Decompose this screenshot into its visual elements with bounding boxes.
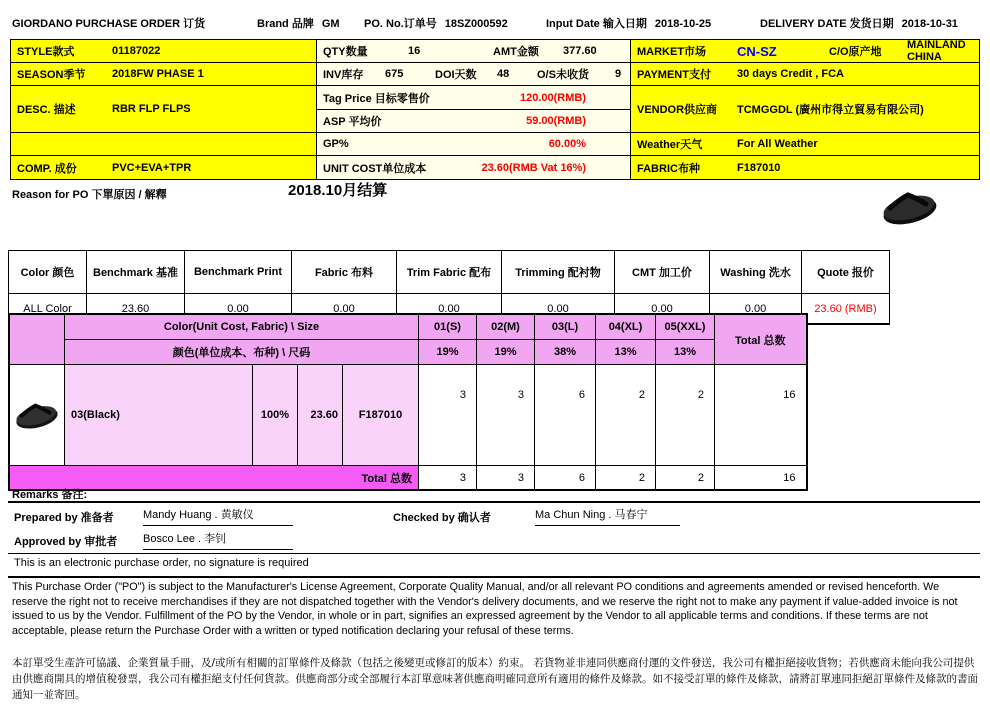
payment-row (631, 63, 979, 86)
doi-value: 48 (497, 68, 510, 80)
header-info-band (10, 39, 980, 180)
po-number-value: 18SZ000592 (444, 18, 508, 30)
input-date-field (546, 15, 711, 31)
benchmark-header-washing: Washing 洗水 (710, 251, 802, 294)
amt-label: AMT金额 (493, 46, 539, 58)
fabric-label: FABRIC布种 (637, 162, 700, 175)
benchmark-header-row (9, 251, 890, 294)
size-header-total: Total 总数 (715, 314, 807, 365)
qty-xl-cell: 2 (596, 365, 656, 466)
size-header-s: 01(S) (419, 314, 477, 340)
qty-row-total-cell: 16 (715, 365, 807, 466)
size-breakdown-table (8, 313, 808, 491)
size-ratio-s: 19% (419, 340, 477, 365)
size-header-color-size-zh: 颜色(单位成本、布种) \ 尺码 (65, 340, 419, 365)
asp-value: 59.00(RMB) (526, 115, 586, 127)
fabric-row (631, 156, 979, 179)
unit-cost-label: UNIT COST单位成本 (323, 162, 427, 175)
country-origin-label: C/O原产地 (829, 46, 882, 58)
benchmark-cell-color: ALL Color (9, 294, 87, 325)
qty-l-cell: 6 (535, 365, 596, 466)
unit-cost-value: 23.60(RMB Vat 16%) (481, 161, 586, 174)
flipflop-image (878, 182, 942, 232)
checked-by-value: Ma Chun Ning . 马春宁 (535, 506, 680, 526)
tag-price-label: Tag Price 目标零售价 (323, 92, 430, 105)
qty-xxl-cell: 2 (656, 365, 715, 466)
divider-under-remarks (8, 501, 980, 503)
inv-label: INV库存 (323, 69, 364, 81)
gp-label: GP% (323, 138, 349, 150)
os-label: O/S未收货 (537, 69, 589, 81)
color-fabric-cell: F187010 (343, 365, 419, 466)
brand-value: GM (321, 18, 340, 30)
divider-above-note (8, 553, 980, 554)
tag-price-value: 120.00(RMB) (519, 91, 586, 104)
benchmark-cell-trim-fabric: 0.00 (397, 294, 502, 325)
total-xxl-cell: 2 (656, 466, 715, 491)
qty-amt-row (317, 40, 630, 63)
qty-m-cell: 3 (477, 365, 535, 466)
benchmark-cell-print: 0.00 (185, 294, 292, 325)
os-value: 9 (615, 68, 622, 80)
composition-value: PVC+EVA+TPR (112, 161, 192, 174)
benchmark-cell-washing: 0.00 (710, 294, 802, 325)
doi-label: DOI天数 (435, 69, 477, 81)
benchmark-cell-quote: 23.60 (RMB) (802, 294, 890, 325)
benchmark-header-print: Benchmark Print (185, 251, 292, 294)
inv-value: 675 (385, 68, 404, 80)
payment-label: PAYMENT支付 (637, 69, 711, 81)
po-number-field (364, 15, 508, 31)
composition-row (11, 156, 316, 179)
benchmark-cell-cmt: 0.00 (615, 294, 710, 325)
country-origin-value: MAINLAND CHINA (907, 40, 966, 63)
terms-english: This Purchase Order ("PO") is subject to the Manufacturer's License Agreement, Corporate Quality Manual, and/or all relevant PO conditions and agreements amended or revised henceforth. We reserve the right not to receive merchandises if they are not dispatched together with the Vendor's delivery documents, and we reserve the right not to make any payment if value-added invoice is not issued to us by the Vendor. Fulfillment of the PO by the Vendor, in whole or in part, signifies an expressed agreement by the Vendor to all applicable terms and conditions. If these terms are not acceptable, please return the Purchase Order with a written or typed notification declaring your refusal of these terms. (12, 581, 958, 638)
amt-value: 377.60 (563, 45, 597, 57)
prepared-by-value: Mandy Huang . 黄敏仪 (143, 506, 293, 526)
size-header-row-1 (9, 314, 807, 340)
size-total-row (9, 466, 807, 491)
benchmark-header-cmt: CMT 加工价 (615, 251, 710, 294)
market-value: CN-SZ (737, 43, 777, 59)
benchmark-header-color: Color 颜色 (9, 251, 87, 294)
total-l-cell: 6 (535, 466, 596, 491)
delivery-date-label: DELIVERY DATE 发货日期 (760, 18, 894, 30)
market-label: MARKET市场 (637, 46, 707, 58)
size-ratio-m: 19% (477, 340, 535, 365)
benchmark-header-trim-fabric: Trim Fabric 配布 (397, 251, 502, 294)
vendor-label: VENDOR供应商 (637, 104, 718, 116)
market-row (631, 40, 979, 63)
description-label: DESC. 描述 (17, 104, 76, 116)
style-label: STYLE款式 (17, 46, 75, 58)
gp-value: 60.00% (548, 138, 586, 150)
divider-above-terms (8, 576, 980, 578)
po-number-label: PO. No.订单号 (364, 18, 437, 30)
empty-yellow-row (11, 133, 316, 156)
flipflop-thumbnail-image (12, 393, 62, 437)
vendor-value: TCMGGDL (廣州市得立貿易有限公司) (737, 104, 924, 116)
total-m-cell: 3 (477, 466, 535, 491)
qty-s-cell: 3 (419, 365, 477, 466)
size-header-image-cell (9, 314, 65, 365)
total-s-cell: 3 (419, 466, 477, 491)
color-unit-cost-cell: 23.60 (298, 365, 343, 466)
reason-for-po-label: Reason for PO 下單原因 / 解釋 (12, 189, 167, 201)
checked-by-label: Checked by 确认者 (393, 512, 491, 524)
color-name-cell: 03(Black) (65, 365, 253, 466)
gp-row (317, 133, 630, 156)
style-row (11, 40, 316, 63)
fabric-value: F187010 (737, 161, 781, 174)
size-header-xl: 04(XL) (596, 314, 656, 340)
qty-value: 16 (408, 45, 421, 57)
size-header-row-2 (9, 340, 807, 365)
size-data-row (9, 365, 807, 466)
asp-label: ASP 平均价 (323, 116, 382, 128)
payment-value: 30 days Credit , FCA (737, 68, 844, 80)
input-date-value: 2018-10-25 (654, 18, 712, 30)
document-title-text: GIORDANO PURCHASE ORDER 订货 (12, 18, 206, 30)
inventory-row (317, 63, 630, 86)
size-header-color-size-en: Color(Unit Cost, Fabric) \ Size (65, 314, 419, 340)
benchmark-cell-benchmark: 23.60 (87, 294, 185, 325)
benchmark-cell-fabric: 0.00 (292, 294, 397, 325)
info-right-column (631, 40, 979, 179)
approved-by-label: Approved by 审批者 (14, 536, 118, 548)
reason-for-po-value: 2018.10月结算 (288, 182, 388, 199)
season-value: 2018FW PHASE 1 (112, 68, 204, 80)
benchmark-header-fabric: Fabric 布料 (292, 251, 397, 294)
product-photo-flipflop (878, 182, 942, 232)
input-date-label: Input Date 输入日期 (546, 18, 647, 30)
brand-label: Brand 品牌 (257, 18, 314, 30)
brand-field (257, 15, 340, 31)
qty-label: QTY数量 (323, 46, 368, 58)
unit-cost-row (317, 156, 630, 179)
tag-price-row (317, 86, 630, 110)
composition-label: COMP. 成份 (17, 162, 77, 175)
total-xl-cell: 2 (596, 466, 656, 491)
vendor-row (631, 86, 979, 133)
weather-label: Weather天气 (637, 139, 703, 151)
color-photo-cell (9, 365, 65, 466)
size-ratio-l: 38% (535, 340, 596, 365)
delivery-date-field (760, 15, 958, 31)
total-row-label: Total 总数 (9, 466, 419, 491)
asp-row (317, 110, 630, 133)
info-middle-column (316, 40, 631, 179)
description-value: RBR FLP FLPS (112, 103, 191, 115)
size-header-l: 03(L) (535, 314, 596, 340)
grand-total-cell: 16 (715, 466, 807, 491)
electronic-po-note: This is an electronic purchase order, no signature is required (14, 557, 309, 569)
benchmark-header-trimming: Trimming 配衬物 (502, 251, 615, 294)
size-ratio-xl: 13% (596, 340, 656, 365)
season-row (11, 63, 316, 86)
size-header-m: 02(M) (477, 314, 535, 340)
remarks-label: Remarks 备注: (12, 489, 88, 501)
approved-by-value: Bosco Lee . 李钊 (143, 530, 293, 550)
weather-value: For All Weather (737, 138, 818, 150)
size-ratio-xxl: 13% (656, 340, 715, 365)
benchmark-cell-trimming: 0.00 (502, 294, 615, 325)
description-row (11, 86, 316, 133)
terms-chinese: 本訂單受生產許可協議、企業質量手冊，及/或所有相關的訂單條件及條款（包括之後變更或修訂的版本）約束。 若貨物並非連同供應商付運的文件發送，我公司有權拒絕接收貨物；若供應商未能向我公司提供由供應商開具的增值稅發票，我公司有權拒絕支付任何貨款。供應商部分或全部履行本訂單意味著供應商明確同意所有適用的條件及條款。如不接受訂單的條件及條款，請將訂單連同拒絕訂單條件及條款的書面通知一並寄回。 (12, 657, 978, 701)
weather-row (631, 133, 979, 156)
prepared-by-label: Prepared by 准备者 (14, 512, 114, 524)
color-percent-cell: 100% (253, 365, 298, 466)
benchmark-header-quote: Quote 报价 (802, 251, 890, 294)
style-value: 01187022 (112, 45, 161, 57)
delivery-date-value: 2018-10-31 (901, 18, 958, 30)
season-label: SEASON季节 (17, 69, 86, 81)
size-header-xxl: 05(XXL) (656, 314, 715, 340)
info-left-column (11, 40, 316, 179)
benchmark-header-benchmark: Benchmark 基准 (87, 251, 185, 294)
document-title (12, 15, 205, 31)
